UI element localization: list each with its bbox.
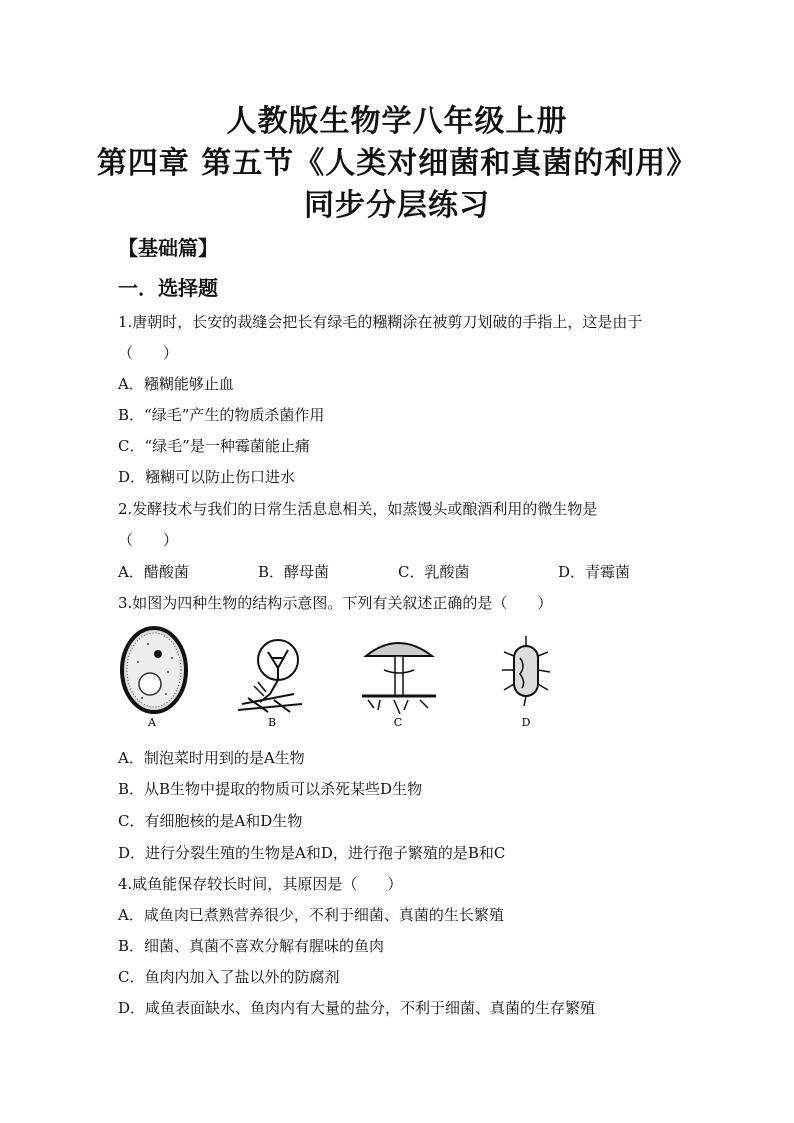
- title-line-1: 人教版生物学八年级上册: [226, 104, 568, 139]
- question-4-option-d: D．咸鱼表面缺水、鱼肉内有大量的盐分，不利于细菌、真菌的生存繁殖: [118, 999, 596, 1017]
- question-2-option-a: A．醋酸菌: [118, 563, 189, 581]
- question-2-stem: 2.发酵技术与我们的日常生活息息相关，如蒸馒头或酿酒利用的微生物是: [118, 500, 598, 518]
- figure-organism-d: [502, 636, 550, 706]
- section-title: 一．选择题: [118, 276, 218, 300]
- question-4-stem: 4.咸鱼能保存较长时间，其原因是（ ）: [118, 875, 403, 893]
- question-2-paren: （ ）: [118, 531, 179, 549]
- organism-structure-figure: [118, 622, 562, 732]
- question-1-option-c: C．“绿毛”是一种霉菌能止痛: [118, 437, 310, 455]
- question-2-option-c: C．乳酸菌: [398, 563, 470, 581]
- question-2-option-d: D．青霉菌: [558, 563, 631, 581]
- figure-organism-a: [122, 628, 186, 712]
- question-1-option-d: D．糨糊可以防止伤口进水: [118, 468, 296, 486]
- title-line-2: 第四章 第五节《人类对细菌和真菌的利用》: [96, 146, 698, 181]
- question-4-option-a: A．咸鱼肉已煮熟营养很少，不利于细菌、真菌的生长繁殖: [118, 906, 504, 924]
- question-3-option-a: A．制泡菜时用到的是A生物: [118, 749, 305, 767]
- question-1-stem: 1.唐朝时，长安的裁缝会把长有绿毛的糨糊涂在被剪刀划破的手指上，这是由于: [118, 313, 643, 331]
- question-1-paren: （ ）: [118, 344, 179, 362]
- question-3-stem: 3.如图为四种生物的结构示意图。下列有关叙述正确的是（ ）: [118, 594, 553, 612]
- question-4-option-b: B．细菌、真菌不喜欢分解有腥味的鱼肉: [118, 937, 385, 955]
- figure-organism-b: [238, 640, 302, 712]
- figure-label-b: B: [267, 716, 277, 729]
- figure-organism-c: [362, 643, 436, 714]
- question-2-option-b: B．酵母菌: [258, 563, 330, 581]
- question-3-option-d: D．进行分裂生殖的生物是A和D，进行孢子繁殖的是B和C: [118, 844, 506, 862]
- question-3-option-c: C．有细胞核的是A和D生物: [118, 812, 303, 830]
- figure-label-d: D: [521, 716, 531, 729]
- section-tag: 【基础篇】: [118, 236, 218, 260]
- figure-label-c: C: [393, 716, 403, 729]
- question-4-option-c: C．鱼肉内加入了盐以外的防腐剂: [118, 968, 340, 986]
- question-3-option-b: B．从B生物中提取的物质可以杀死某些D生物: [118, 780, 423, 798]
- title-line-3: 同步分层练习: [304, 188, 490, 223]
- figure-label-a: A: [148, 716, 156, 729]
- question-1-option-b: B．“绿毛”产生的物质杀菌作用: [118, 406, 325, 424]
- question-1-option-a: A．糨糊能够止血: [118, 375, 234, 393]
